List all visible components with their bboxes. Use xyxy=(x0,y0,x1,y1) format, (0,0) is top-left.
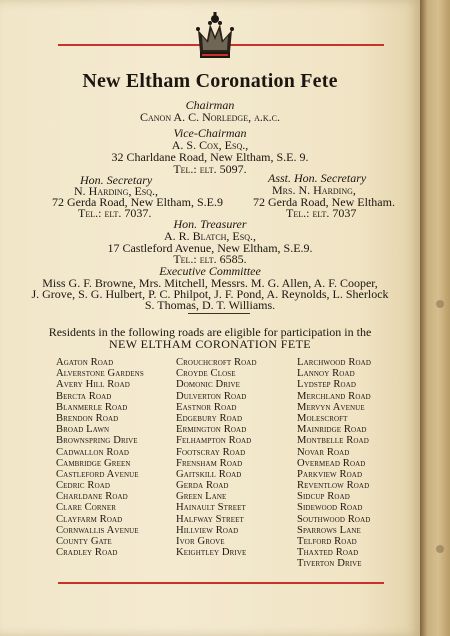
road-name: Cradley Road xyxy=(56,547,118,559)
hon-secretary-name: N. Harding, Esq., xyxy=(74,184,158,198)
road-name: Thaxted Road xyxy=(297,547,359,559)
asst-secretary-tel: Tel.: elt. 7037 xyxy=(286,206,357,220)
asst-secretary-name: Mrs. N. Harding, xyxy=(272,183,356,197)
foxing-spot xyxy=(436,545,444,553)
hon-secretary-heading: Hon. Secretary xyxy=(80,173,153,187)
treasurer-tel: Tel.: elt. 6585. xyxy=(173,252,247,266)
road-name: Hainault Street xyxy=(176,502,246,514)
page-title: New Eltham Coronation Fete xyxy=(82,70,338,92)
treasurer-name: A. R. Blatch, Esq., xyxy=(163,229,256,243)
road-name: Sparrows Lane xyxy=(297,524,361,536)
vice-chairman-tel: Tel.: elt. 5097. xyxy=(173,162,247,176)
road-name: Cornwallis Avenue xyxy=(56,524,139,536)
road-name: Clare Corner xyxy=(56,502,116,514)
page-edge xyxy=(420,0,450,636)
committee-line-2: J. Grove, S. G. Hulbert, P. C. Philpot, J. F. Pond, A. Reynolds, L. Sherlock xyxy=(31,287,389,301)
road-name: County Gate xyxy=(56,536,112,547)
road-name: Crouchcroft Road xyxy=(176,357,257,368)
road-name: Gerda Road xyxy=(176,480,229,492)
road-name: Sidcup Road xyxy=(297,491,350,503)
road-name: Molescroft xyxy=(297,412,348,424)
vice-chairman-heading: Vice-Chairman xyxy=(173,126,247,140)
committee-line-3: S. Thomas, D. T. Williams. xyxy=(144,298,276,312)
bottom-red-rule xyxy=(58,582,384,584)
vice-chairman-address: 32 Charldane Road, New Eltham, S.E. 9. xyxy=(111,150,309,164)
foxing-spot xyxy=(436,300,444,308)
road-name: Parkview Road xyxy=(297,468,363,480)
road-name: Overmead Road xyxy=(297,457,366,469)
road-name: Montbelle Road xyxy=(297,435,369,447)
hon-secretary-address: 72 Gerda Road, New Eltham, S.E.9 xyxy=(52,195,223,209)
road-name: Southwood Road xyxy=(297,513,371,525)
road-name: Broad Lawn xyxy=(56,424,110,436)
road-name: Eastnor Road xyxy=(176,401,237,413)
crown-icon xyxy=(194,12,236,62)
road-name: Croyde Close xyxy=(176,368,236,380)
treasurer-address: 17 Castleford Avenue, New Eltham, S.E.9. xyxy=(107,241,313,255)
road-name: Blanmerle Road xyxy=(56,401,128,413)
road-name: Bercta Road xyxy=(56,390,112,402)
road-name: Footscray Road xyxy=(176,446,246,458)
road-name: Dulverton Road xyxy=(176,390,247,402)
road-name: Frensham Road xyxy=(176,457,243,469)
chairman-name: Canon A. C. Norledge, a.k.c. xyxy=(139,110,280,124)
road-name: Larchwood Road xyxy=(297,357,371,368)
road-name: Agaton Road xyxy=(56,357,114,368)
road-name: Novar Road xyxy=(297,446,350,458)
road-name: Brendon Road xyxy=(56,412,119,424)
treasurer-heading: Hon. Treasurer xyxy=(173,217,247,231)
road-name: Telford Road xyxy=(297,536,357,547)
chairman-heading: Chairman xyxy=(185,98,235,112)
section-divider xyxy=(188,313,250,314)
hon-secretary-tel: Tel.: elt. 7037. xyxy=(78,206,152,220)
road-name: Gaitskill Road xyxy=(176,468,242,480)
road-name: Reventlow Road xyxy=(297,480,370,492)
road-name: Keightley Drive xyxy=(176,547,247,559)
road-name: Cambridge Green xyxy=(56,457,131,469)
eligibility-line-2: NEW ELTHAM CORONATION FETE xyxy=(108,337,312,351)
eligibility-line-1: Residents in the following roads are eligible for participation in the xyxy=(48,325,372,339)
roads-column-3 xyxy=(297,357,371,570)
road-name: Brownspring Drive xyxy=(56,435,138,447)
roads-column-2 xyxy=(176,357,257,558)
road-name: Merchland Road xyxy=(297,390,371,402)
road-name: Tiverton Drive xyxy=(297,558,362,570)
road-name: Felhampton Road xyxy=(176,435,252,447)
road-name: Alverstone Gardens xyxy=(56,368,144,380)
committee-line-1: Miss G. F. Browne, Mrs. Mitchell, Messrs. M. G. Allen, A. F. Cooper, xyxy=(42,276,378,290)
road-name: Ivor Grove xyxy=(176,536,225,547)
road-name: Ermington Road xyxy=(176,424,247,436)
road-name: Green Lane xyxy=(176,491,227,503)
road-name: Edgebury Road xyxy=(176,412,243,424)
road-name: Mervyn Avenue xyxy=(297,401,365,413)
road-name: Charldane Road xyxy=(56,491,128,503)
road-name: Clayfarm Road xyxy=(56,513,123,525)
roads-column-1 xyxy=(56,357,144,558)
road-name: Hillview Road xyxy=(176,524,239,536)
road-name: Castleford Avenue xyxy=(56,468,139,480)
road-name: Cedric Road xyxy=(56,480,111,492)
road-name: Mainridge Road xyxy=(297,424,367,436)
road-name: Cadwallon Road xyxy=(56,446,130,458)
road-name: Halfway Street xyxy=(176,513,244,525)
asst-secretary-heading: Asst. Hon. Secretary xyxy=(268,171,367,185)
road-name: Lydstep Road xyxy=(297,379,356,391)
road-name: Avery Hill Road xyxy=(56,379,130,391)
committee-heading: Executive Committee xyxy=(159,264,261,278)
road-name: Lannoy Road xyxy=(297,368,355,380)
asst-secretary-address: 72 Gerda Road, New Eltham. xyxy=(253,195,395,209)
vice-chairman-name: A. S. Cox, Esq., xyxy=(171,138,249,152)
road-name: Sidewood Road xyxy=(297,502,363,514)
road-name: Domonic Drive xyxy=(176,379,240,391)
